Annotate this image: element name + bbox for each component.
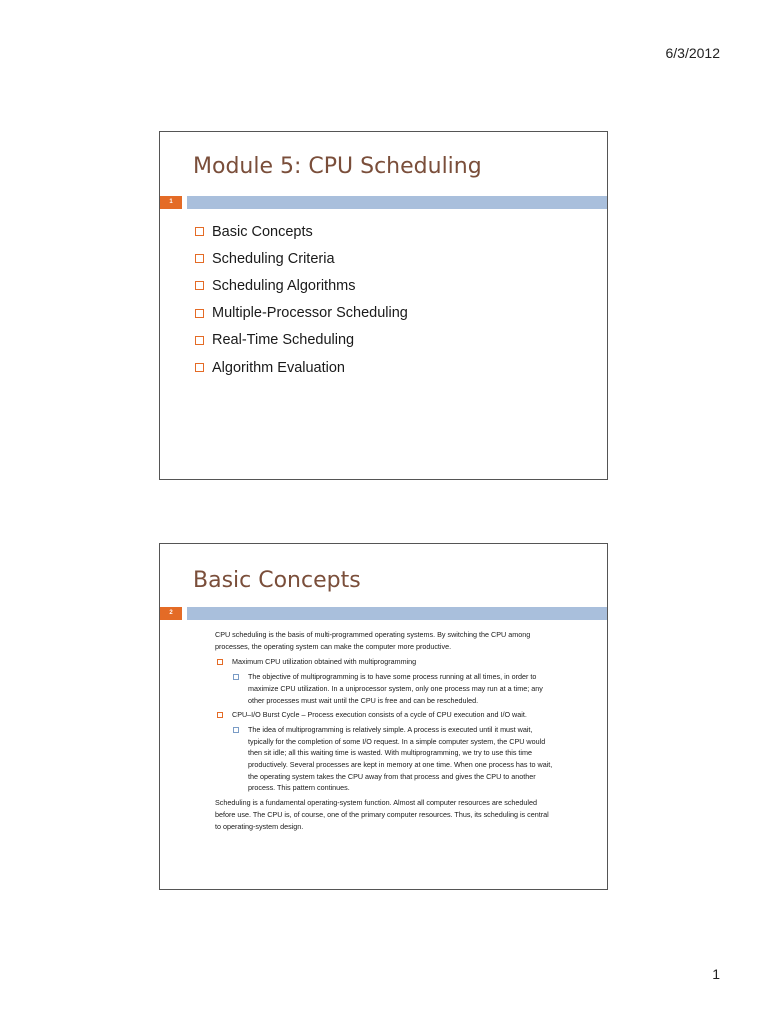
square-bullet-icon bbox=[217, 659, 223, 665]
square-bullet-icon bbox=[217, 712, 223, 718]
page-date: 6/3/2012 bbox=[665, 45, 720, 61]
square-bullet-icon bbox=[195, 281, 204, 290]
page-number: 1 bbox=[712, 966, 720, 982]
list-item: The objective of multiprogramming is to have some process running at all times, in order to maximize CPU utilization. In a uniprocessor system, only one process may run at a time; any other processes must wait until the CPU is free and can be rescheduled. bbox=[233, 671, 555, 706]
slide-number: 2 bbox=[160, 607, 182, 620]
closing-paragraph: Scheduling is a fundamental operating-system function. Almost all computer resources are scheduled before use. The CPU is, of course, one of the primary computer resources. Thus, its scheduling is central to operating-system design. bbox=[215, 798, 549, 831]
slide-body bbox=[215, 629, 555, 836]
square-bullet-icon bbox=[195, 254, 204, 263]
header-bar-fill bbox=[187, 607, 607, 620]
square-bullet-icon bbox=[195, 227, 204, 236]
bullet-list bbox=[195, 218, 408, 381]
square-bullet-icon bbox=[195, 363, 204, 372]
slide-1 bbox=[159, 131, 608, 480]
square-bullet-icon bbox=[233, 674, 239, 680]
list-item: Real-Time Scheduling bbox=[195, 327, 408, 354]
list-item: Multiple-Processor Scheduling bbox=[195, 300, 408, 327]
square-bullet-icon bbox=[195, 309, 204, 318]
list-item: Basic Concepts bbox=[195, 218, 408, 245]
list-item: Scheduling Criteria bbox=[195, 245, 408, 272]
list-item: Maximum CPU utilization obtained with multiprogramming bbox=[217, 656, 555, 668]
slide-number: 1 bbox=[160, 196, 182, 209]
square-bullet-icon bbox=[233, 727, 239, 733]
slide-header-bar bbox=[160, 196, 607, 209]
list-item: Scheduling Algorithms bbox=[195, 272, 408, 299]
intro-paragraph: CPU scheduling is the basis of multi-programmed operating systems. By switching the CPU among processes, the operating system can make the computer more productive. bbox=[215, 630, 531, 651]
list-item: The idea of multiprogramming is relatively simple. A process is executed until it must wait, typically for the completion of some I/O request. In a simple computer system, the CPU would then sit idle; all this waiting time is wasted. With multiprogramming, we try to use this time productively. Several processes are kept in memory at one time. When one process has to wait, the operating system takes the CPU away from that process and gives the CPU to another process. This pattern continues. bbox=[233, 724, 555, 794]
slide-title: Basic Concepts bbox=[193, 568, 361, 593]
slide-title: Module 5: CPU Scheduling bbox=[193, 154, 482, 179]
square-bullet-icon bbox=[195, 336, 204, 345]
list-item: CPU–I/O Burst Cycle – Process execution consists of a cycle of CPU execution and I/O wait. bbox=[217, 709, 555, 721]
list-item: Algorithm Evaluation bbox=[195, 354, 408, 381]
header-bar-fill bbox=[187, 196, 607, 209]
slide-header-bar bbox=[160, 607, 607, 620]
slide-2 bbox=[159, 543, 608, 890]
